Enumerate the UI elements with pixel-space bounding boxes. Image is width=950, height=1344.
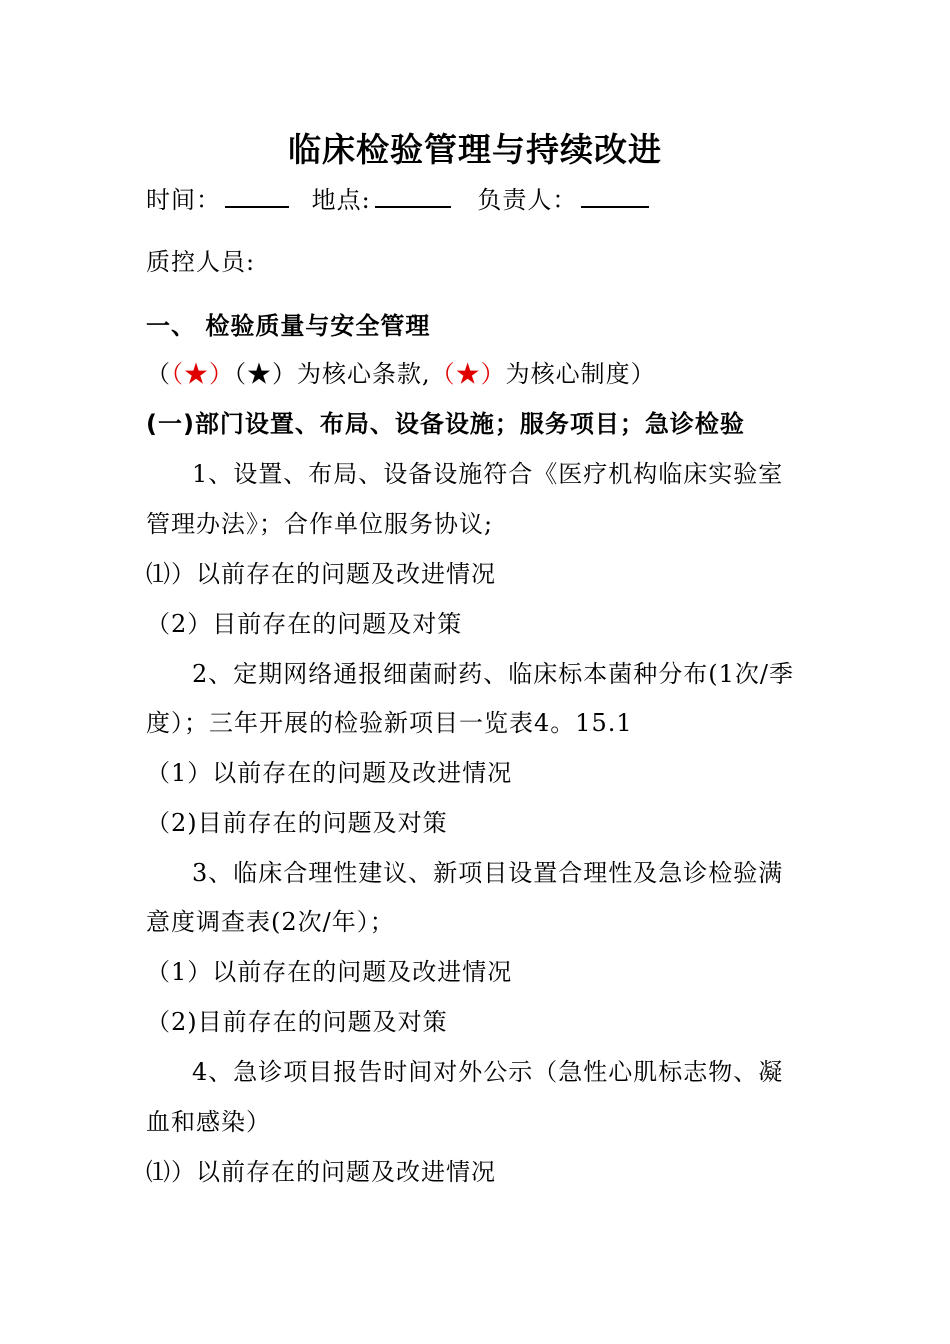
place-blank — [375, 184, 451, 208]
item-3-line-2: 意度调查表(2次/年）； — [146, 908, 395, 936]
core-legend — [146, 358, 656, 390]
item-4-line-2: 血和感染） — [146, 1108, 271, 1136]
info-row — [146, 184, 653, 216]
legend-core-clause: （★）为核心条款, — [234, 360, 431, 388]
legend-open: （ — [146, 360, 171, 388]
item-3-previous-issues: （1）以前存在的问题及改进情况 — [146, 958, 513, 986]
red-star-marker: （★） — [171, 360, 234, 388]
item-2-current-issues: （2)目前存在的问题及对策 — [146, 809, 448, 837]
item-1-previous-issues: ⑴）以前存在的问题及改进情况 — [146, 560, 496, 588]
time-blank — [225, 184, 289, 208]
item-1-line-2: 管理办法》；合作单位服务协议; — [146, 510, 494, 538]
item-2-line-1: 2、定期网络通报细菌耐药、临床标本菌种分布(1次/季 — [192, 660, 794, 688]
owner-blank — [581, 184, 649, 208]
item-1-line-1: 1、设置、布局、设备设施符合《医疗机构临床实验室 — [192, 460, 784, 488]
qc-label: 质控人员: — [146, 248, 256, 276]
item-3-line-1: 3、临床合理性建议、新项目设置合理性及急诊检验满 — [192, 859, 784, 887]
item-4-line-1: 4、急诊项目报告时间对外公示（急性心肌标志物、凝 — [192, 1058, 784, 1086]
item-2-line-2: 度）；三年开展的检验新项目一览表4。15.1 — [146, 709, 633, 737]
place-label: 地点: — [311, 186, 371, 214]
owner-label: 负责人： — [477, 186, 578, 214]
item-4-previous-issues: ⑴）以前存在的问题及改进情况 — [146, 1158, 496, 1186]
time-label: 时间： — [146, 186, 221, 214]
section-heading: 一、 检验质量与安全管理 — [146, 311, 431, 340]
item-2-previous-issues: （1）以前存在的问题及改进情况 — [146, 759, 513, 787]
legend-core-system: 为核心制度） — [505, 360, 656, 388]
item-3-current-issues: （2)目前存在的问题及对策 — [146, 1008, 448, 1036]
subsection-heading: (一)部门设置、布局、设备设施；服务项目；急诊检验 — [146, 410, 745, 438]
page-title: 临床检验管理与持续改进 — [288, 130, 662, 169]
red-star-marker: （★） — [430, 360, 506, 388]
item-1-current-issues: （2）目前存在的问题及对策 — [146, 610, 463, 638]
